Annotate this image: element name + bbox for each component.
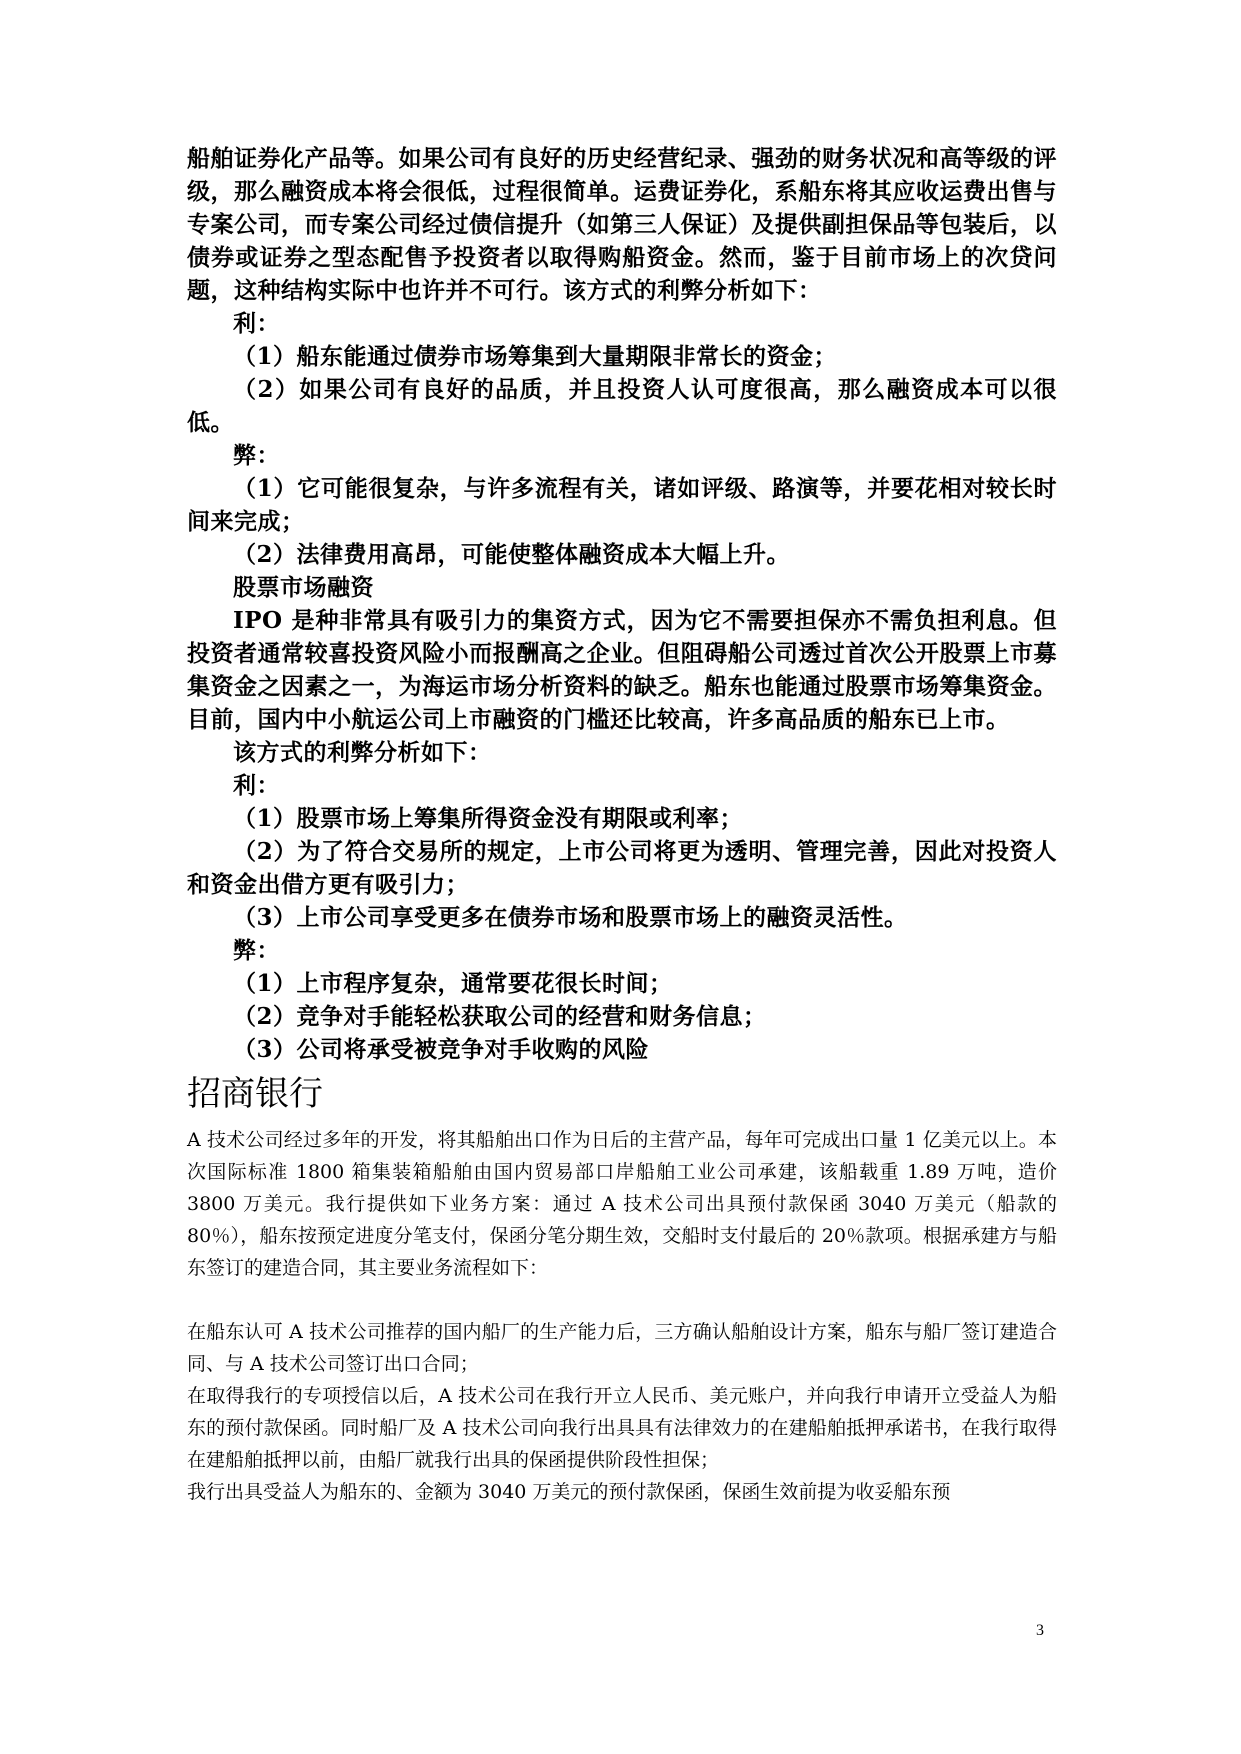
list-item: （1）股票市场上筹集所得资金没有期限或利率；: [233, 805, 744, 832]
analysis-intro: 该方式的利弊分析如下：: [233, 739, 492, 766]
list-item: （1）船东能通过债券市场筹集到大量期限非常长的资金；: [233, 343, 838, 370]
list-item: （3）上市公司享受更多在债券市场和股票市场上的融资灵活性。: [233, 904, 908, 931]
cons-label: 弊：: [233, 937, 280, 964]
financing-analysis-section: [187, 142, 1057, 1066]
list-item: （2）为了符合交易所的规定，上市公司将更为透明、管理完善，因此对投资人和资金出借方更有吸引力；: [187, 838, 1057, 898]
list-item: （1）上市程序复杂，通常要花很长时间；: [233, 970, 673, 997]
paragraph-case-overview: A 技术公司经过多年的开发，将其船舶出口作为日后的主营产品，每年可完成出口量 1 亿美元以上。本次国际标准 1800 箱集装箱船舶由国内贸易部口岸船舶工业公司承建，该船载重 1.89 万吨，造价 3800 万美元。我行提供如下业务方案：通过 A 技术公司出具预付款保函 3040 万美元（船款的 80％），船东按预定进度分笔支付，保函分笔分期生效，交船时支付最后的 20％款项。根据承建方与船东签订的建造合同，其主要业务流程如下：: [187, 1129, 1057, 1279]
document-page: [187, 142, 1057, 1508]
case-study-section: [187, 1124, 1057, 1508]
paragraph-step: 在船东认可 A 技术公司推荐的国内船厂的生产能力后，三方确认船舶设计方案，船东与船厂签订建造合同、与 A 技术公司签订出口合同；: [187, 1321, 1057, 1375]
paragraph-step: 我行出具受益人为船东的、金额为 3040 万美元的预付款保函，保函生效前提为收妥船东预: [187, 1481, 951, 1503]
paragraph-securitization: 船舶证券化产品等。如果公司有良好的历史经营纪录、强劲的财务状况和高等级的评级，那么融资成本将会很低，过程很简单。运费证券化，系船东将其应收运费出售与专案公司，而专案公司经过债信提升（如第三人保证）及提供副担保品等包装后，以债券或证券之型态配售予投资者以取得购船资金。然而，鉴于目前市场上的次贷问题，这种结构实际中也许并不可行。该方式的利弊分析如下：: [187, 145, 1057, 304]
cons-label: 弊：: [233, 442, 280, 469]
paragraph-step: 在取得我行的专项授信以后，A 技术公司在我行开立人民币、美元账户，并向我行申请开立受益人为船东的预付款保函。同时船厂及 A 技术公司向我行出具具有法律效力的在建船舶抵押承诺书，在我行取得在建船舶抵押以前，由船厂就我行出具的保函提供阶段性担保；: [187, 1385, 1057, 1471]
paragraph-ipo: IPO 是种非常具有吸引力的集资方式，因为它不需要担保亦不需负担利息。但投资者通常较喜投资风险小而报酬高之企业。但阻碍船公司透过首次公开股票上市募集资金之因素之一，为海运市场分析资料的缺乏。船东也能通过股票市场筹集资金。目前，国内中小航运公司上市融资的门槛还比较高，许多高品质的船东已上市。: [187, 607, 1057, 733]
section-heading: 招商银行: [187, 1074, 323, 1114]
list-item: （2）法律费用高昂，可能使整体融资成本大幅上升。: [233, 541, 791, 568]
page-number: 3: [1036, 1622, 1044, 1639]
list-item: （1）它可能很复杂，与许多流程有关，诸如评级、路演等，并要花相对较长时间来完成；: [187, 475, 1057, 535]
list-item: （2）如果公司有良好的品质，并且投资人认可度很高，那么融资成本可以很低。: [187, 376, 1057, 436]
subheading-stock-market-financing: 股票市场融资: [233, 574, 374, 601]
pros-label: 利：: [233, 310, 280, 337]
list-item: （3）公司将承受被竞争对手收购的风险: [233, 1036, 650, 1063]
list-item: （2）竞争对手能轻松获取公司的经营和财务信息；: [233, 1003, 767, 1030]
pros-label: 利：: [233, 772, 280, 799]
